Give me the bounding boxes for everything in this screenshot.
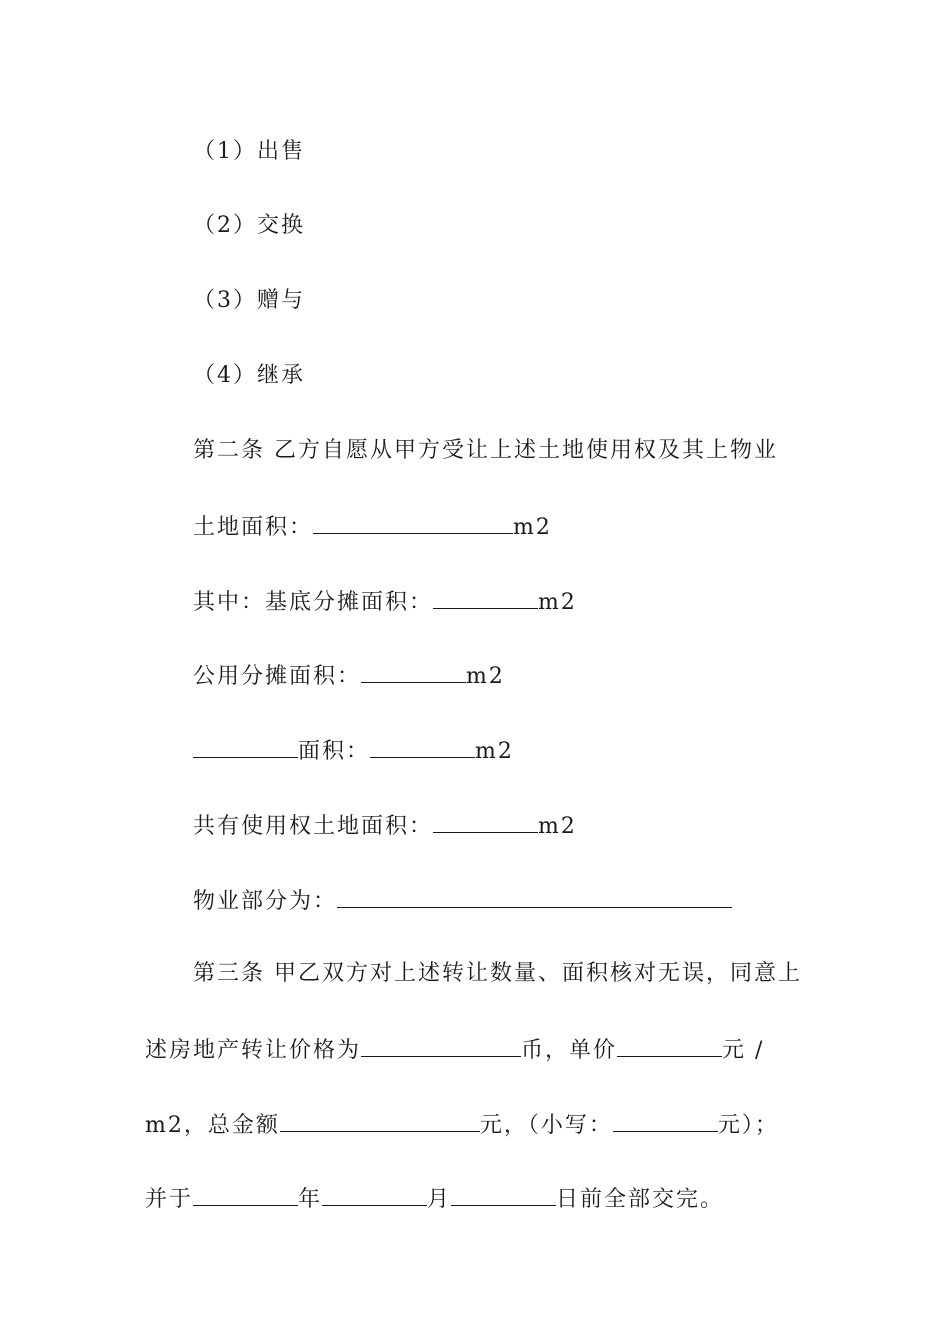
article-3-text: 第三条 甲乙双方对上述转让数量、面积核对无误，同意上 <box>193 961 802 986</box>
land-area-blank[interactable] <box>313 511 513 534</box>
option-sale-text: （1）出售 <box>193 139 305 164</box>
public-share-blank[interactable] <box>361 660 466 683</box>
currency-label: 币，单价 <box>521 1038 618 1063</box>
currency-blank[interactable] <box>361 1034 521 1057</box>
month-label: 月 <box>427 1187 452 1212</box>
date-line <box>145 1183 724 1215</box>
other-area-label: 面积： <box>298 739 371 764</box>
small-amount-blank[interactable] <box>613 1109 718 1132</box>
option-inheritance <box>193 361 305 391</box>
article-2-text: 第二条 乙方自愿从甲方受让上述土地使用权及其上物业 <box>193 438 778 463</box>
month-blank[interactable] <box>322 1183 427 1206</box>
date-prefix: 并于 <box>145 1187 194 1212</box>
shared-land-label: 共有使用权土地面积： <box>193 814 434 839</box>
property-part-line <box>193 885 732 917</box>
other-area-blank[interactable] <box>370 735 475 758</box>
base-share-blank[interactable] <box>433 586 538 609</box>
date-suffix: 日前全部交完。 <box>556 1187 725 1212</box>
other-area-unit: m2 <box>475 739 514 764</box>
yuan-end-label: 元）； <box>717 1113 779 1138</box>
option-exchange <box>193 211 305 241</box>
land-area-label: 土地面积： <box>193 515 314 540</box>
day-blank[interactable] <box>451 1183 556 1206</box>
total-prefix: m2，总金额 <box>145 1113 280 1138</box>
option-sale <box>193 137 305 167</box>
public-share-label: 公用分摊面积： <box>193 664 362 689</box>
year-label: 年 <box>298 1187 323 1212</box>
public-share-unit: m2 <box>466 664 505 689</box>
base-share-unit: m2 <box>538 590 577 615</box>
property-part-blank[interactable] <box>337 885 732 908</box>
shared-land-unit: m2 <box>538 814 577 839</box>
year-blank[interactable] <box>193 1183 298 1206</box>
property-part-label: 物业部分为： <box>193 889 338 914</box>
yuan-small-label: 元，（小写： <box>479 1113 613 1138</box>
price-prefix: 述房地产转让价格为 <box>145 1038 362 1063</box>
option-inheritance-text: （4）继承 <box>193 363 305 388</box>
unit-price-blank[interactable] <box>617 1034 722 1057</box>
total-line <box>145 1109 779 1141</box>
base-share-line <box>193 586 577 618</box>
public-share-line <box>193 660 505 692</box>
article-3 <box>193 959 802 989</box>
article-2 <box>193 436 778 466</box>
other-area-line <box>193 735 514 767</box>
total-amount-blank[interactable] <box>280 1109 480 1132</box>
shared-land-blank[interactable] <box>433 810 538 833</box>
price-line <box>145 1034 764 1066</box>
base-share-label: 其中：基底分摊面积： <box>193 590 434 615</box>
option-gift <box>193 286 305 316</box>
land-area-line <box>193 511 552 543</box>
option-exchange-text: （2）交换 <box>193 213 305 238</box>
yuan-per-label: 元 / <box>722 1038 765 1063</box>
land-area-unit: m2 <box>513 515 552 540</box>
option-gift-text: （3）赠与 <box>193 288 305 313</box>
other-area-type-blank[interactable] <box>193 735 298 758</box>
shared-land-line <box>193 810 577 842</box>
